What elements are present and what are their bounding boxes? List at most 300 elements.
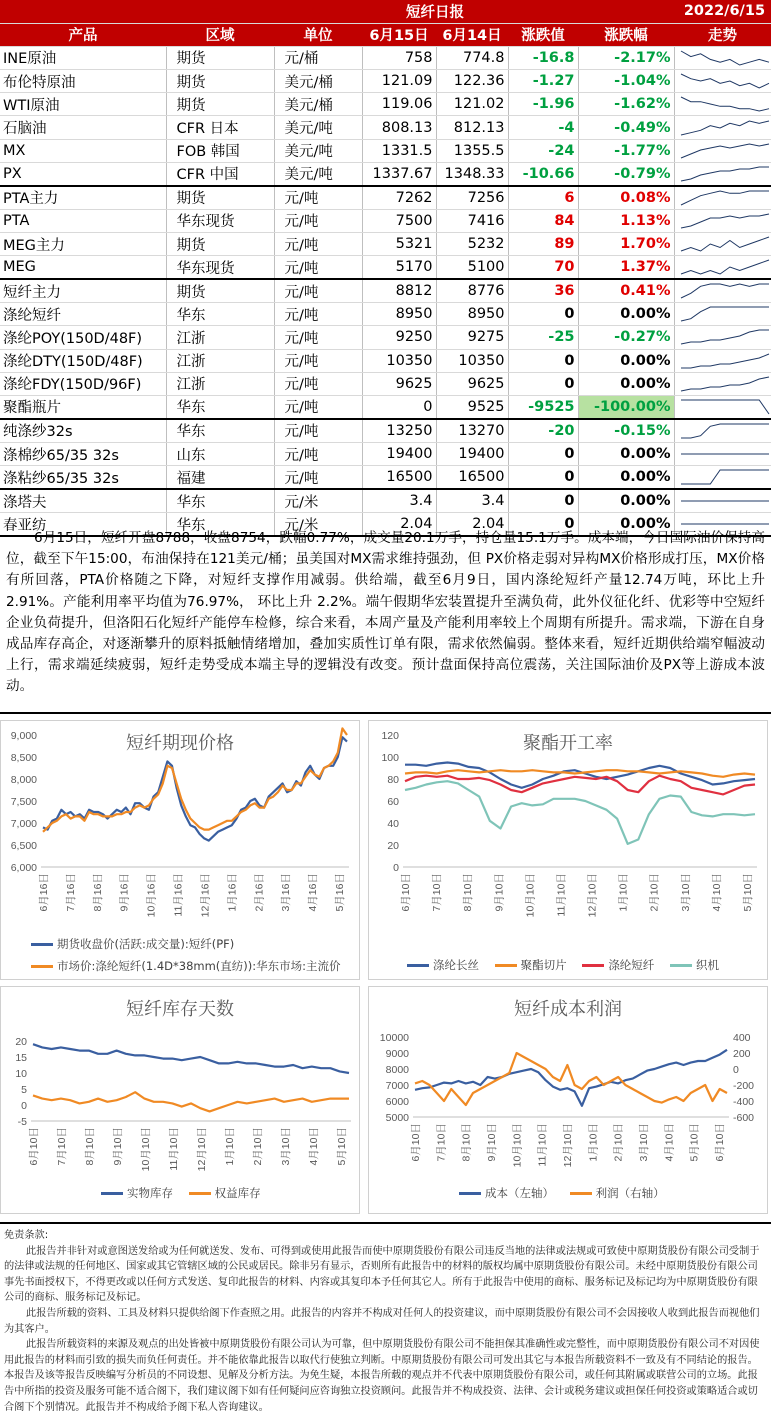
unit: 美元/吨 [274, 116, 362, 139]
price-prev: 16500 [436, 466, 508, 490]
change-pct: 0.00% [578, 489, 674, 513]
legend-item: 聚酯切片 [495, 957, 567, 973]
unit: 元/吨 [274, 303, 362, 326]
price-prev: 9625 [436, 372, 508, 395]
region: 华东 [166, 395, 274, 419]
unit: 元/吨 [274, 209, 362, 232]
y-tick-label: 10 [15, 1068, 27, 1080]
sparkline-path [681, 470, 769, 484]
series-line-2 [415, 1053, 727, 1105]
x-tick-label: 9月10日 [493, 873, 506, 912]
unit: 元/吨 [274, 419, 362, 443]
price-prev: 9525 [436, 395, 508, 419]
x-tick-label: 11月10日 [555, 873, 568, 917]
unit: 美元/吨 [274, 139, 362, 162]
price-today: 121.09 [362, 70, 436, 93]
x-tick-label: 2月10日 [648, 873, 661, 912]
region: 华东现货 [166, 209, 274, 232]
x-tick-label: 12月16日 [199, 873, 212, 918]
table-row [0, 70, 771, 93]
chart-legend [407, 957, 731, 973]
disclaimer-heading: 免责条款: [4, 1230, 49, 1241]
price-today: 2.04 [362, 513, 436, 537]
region: 华东 [166, 419, 274, 443]
disclaimer-paragraph: 此报告所载的资料、工具及材料只提供给阁下作查照之用。此报告的内容并不构成对任何人的投资建议，而中原期货股份有限公司不会因接收人收到此报告而视他们为其客户。 [4, 1307, 760, 1335]
change-value: 70 [508, 256, 578, 280]
x-tick-label: 12月10日 [562, 1123, 574, 1168]
change-value: -10.66 [508, 162, 578, 186]
region: 华东 [166, 489, 274, 513]
product-name: 涤棉纱65/35 32s [0, 442, 166, 465]
title-row [0, 0, 771, 23]
table-row [0, 489, 771, 513]
col-header-product: 产品 [0, 23, 166, 46]
region: 华东 [166, 513, 274, 537]
x-tick-label: 4月10日 [663, 1123, 676, 1162]
y-tick-label: 0 [393, 862, 399, 874]
disclaimer-paragraph: 此报告并非针对或意图送发给或为任何就送发、发布、可得到或使用此报告而使中原期货股份有限公司违反当地的法律或法规或可致使中原期货股份有限公司受制于的法律或法规的任何地区、国家或其它管辖区域的公民或居民。除非另有显示，否则所有此报告中的材料的版权均属中原期货股份有限公司。未经中原期货股份有限公司事先书面授权下，不得更改或以任何方式发送、复印此报告的材料、内容或其复印本予任何其它人。所有于此报告中使用的商标、服务标记及标记均为中原期货股份有限公司的商标、服务标记及标记。 [4, 1245, 760, 1304]
price-prev: 9275 [436, 326, 508, 349]
price-prev: 5232 [436, 233, 508, 256]
col-header-change: 涨跌值 [508, 23, 578, 46]
chart-plot [369, 721, 769, 951]
chart-polyester-operating-rate [368, 720, 768, 980]
region: 山东 [166, 442, 274, 465]
col-header-today: 6月15日 [362, 23, 436, 46]
change-pct: 0.41% [578, 279, 674, 303]
unit: 元/米 [274, 513, 362, 537]
price-today: 808.13 [362, 116, 436, 139]
y-tick-label: 10000 [379, 1032, 409, 1044]
table-row [0, 139, 771, 162]
x-tick-label: 10月10日 [140, 1127, 152, 1172]
table-row [0, 279, 771, 303]
change-pct: 0.00% [578, 442, 674, 465]
product-name: 涤纶短纤 [0, 303, 166, 326]
price-prev: 2.04 [436, 513, 508, 537]
price-prev: 7256 [436, 186, 508, 210]
price-prev: 13270 [436, 419, 508, 443]
change-pct: 0.00% [578, 372, 674, 395]
unit: 元/吨 [274, 233, 362, 256]
price-today: 1337.67 [362, 162, 436, 186]
price-today: 7262 [362, 186, 436, 210]
y2-tick-label: -400 [733, 1096, 755, 1108]
x-tick-label: 10月16日 [145, 873, 158, 918]
col-header-prev: 6月14日 [436, 23, 508, 46]
table-row [0, 46, 771, 69]
table-row [0, 419, 771, 443]
change-pct: 0.08% [578, 186, 674, 210]
sparkline-path [681, 144, 769, 158]
chart-title: 短纤库存天数 [126, 999, 234, 1020]
unit: 元/吨 [274, 256, 362, 280]
table-row [0, 349, 771, 372]
price-prev: 122.36 [436, 70, 508, 93]
chart-plot [369, 987, 769, 1187]
x-tick-label: 8月10日 [84, 1127, 96, 1166]
chart-legend [101, 1185, 273, 1201]
sparkline-path [681, 307, 769, 321]
product-name: 聚酯瓶片 [0, 395, 166, 419]
x-tick-label: 11月10日 [536, 1123, 549, 1167]
change-value: -25 [508, 326, 578, 349]
change-pct: -100.00% [578, 395, 674, 419]
product-name: 涤纶POY(150D/48F) [0, 326, 166, 349]
y-tick-label: 60 [387, 796, 399, 808]
y-tick-label: 8,000 [10, 774, 37, 786]
product-name: PX [0, 162, 166, 186]
y-tick-label: 100 [381, 752, 399, 764]
price-today: 9250 [362, 326, 436, 349]
region: 期货 [166, 93, 274, 116]
sparkline-path [681, 74, 769, 88]
unit: 元/吨 [274, 349, 362, 372]
y2-tick-label: 400 [733, 1032, 751, 1044]
x-tick-label: 7月10日 [431, 873, 444, 912]
x-tick-label: 1月10日 [224, 1127, 236, 1166]
x-tick-label: 4月16日 [307, 873, 320, 912]
product-name: WTI原油 [0, 93, 166, 116]
report-date: 2022/6/15 [508, 0, 771, 23]
change-value: -16.8 [508, 46, 578, 69]
table-row [0, 256, 771, 280]
sparkline-path [681, 354, 769, 368]
price-prev: 10350 [436, 349, 508, 372]
col-header-pct: 涨跌幅 [578, 23, 674, 46]
trend-sparkline [674, 442, 771, 465]
region: 江浙 [166, 326, 274, 349]
legend-item: 织机 [670, 957, 719, 973]
price-today: 5321 [362, 233, 436, 256]
change-value: -1.27 [508, 70, 578, 93]
region: 江浙 [166, 372, 274, 395]
product-name: 涤纶FDY(150D/96F) [0, 372, 166, 395]
sparkline-path [681, 377, 769, 391]
x-tick-label: 2月16日 [253, 873, 266, 912]
change-value: 0 [508, 349, 578, 372]
x-tick-label: 1月10日 [617, 873, 630, 912]
region: 期货 [166, 233, 274, 256]
change-value: 0 [508, 466, 578, 490]
series-line-2 [43, 728, 347, 831]
region: 华东 [166, 303, 274, 326]
trend-sparkline [674, 349, 771, 372]
x-tick-label: 9月10日 [112, 1127, 124, 1166]
region: 期货 [166, 279, 274, 303]
price-prev: 812.13 [436, 116, 508, 139]
trend-sparkline [674, 326, 771, 349]
region: 江浙 [166, 349, 274, 372]
price-today: 5170 [362, 256, 436, 280]
chart-plot [1, 721, 361, 921]
price-today: 0 [362, 395, 436, 419]
change-pct: -1.62% [578, 93, 674, 116]
table-row [0, 233, 771, 256]
chart-plot [1, 987, 361, 1187]
price-prev: 1355.5 [436, 139, 508, 162]
change-value: 89 [508, 233, 578, 256]
x-tick-label: 10月10日 [524, 873, 537, 918]
unit: 美元/桶 [274, 70, 362, 93]
y-tick-label: 9000 [385, 1048, 409, 1060]
sparkline-path [681, 191, 769, 205]
y-tick-label: 6000 [385, 1096, 409, 1108]
legend-item: 涤纶短纤 [582, 957, 654, 973]
x-tick-label: 5月10日 [742, 873, 754, 912]
header-row [0, 23, 771, 46]
product-name: 涤粘纱65/35 32s [0, 466, 166, 490]
product-name: 布伦特原油 [0, 70, 166, 93]
y-tick-label: 8,500 [10, 752, 37, 764]
sparkline-path [681, 167, 769, 181]
price-today: 13250 [362, 419, 436, 443]
trend-sparkline [674, 139, 771, 162]
x-tick-label: 10月10日 [511, 1123, 524, 1168]
y-tick-label: 7000 [385, 1080, 409, 1092]
x-tick-label: 6月10日 [400, 873, 412, 912]
y-tick-label: -5 [17, 1116, 27, 1128]
sparkline-path [681, 237, 769, 251]
product-name: PTA [0, 209, 166, 232]
chart-legend [459, 1185, 677, 1201]
change-value: 0 [508, 513, 578, 537]
legend-item: 成本（左轴） [459, 1185, 554, 1201]
sparkline-path [681, 214, 769, 228]
table-row [0, 372, 771, 395]
x-tick-label: 9月16日 [118, 873, 131, 912]
x-tick-label: 2月10日 [252, 1127, 264, 1166]
price-today: 9625 [362, 372, 436, 395]
change-value: 0 [508, 442, 578, 465]
unit: 元/桶 [274, 46, 362, 69]
disclaimer [0, 1222, 771, 1422]
col-header-trend: 走势 [674, 23, 771, 46]
y-tick-label: 80 [387, 774, 399, 786]
y2-tick-label: -600 [733, 1112, 755, 1124]
legend-item: 涤纶长丝 [407, 957, 479, 973]
x-tick-label: 7月10日 [56, 1127, 68, 1166]
unit: 元/吨 [274, 279, 362, 303]
y-tick-label: 20 [15, 1036, 27, 1048]
product-name: MEG [0, 256, 166, 280]
x-tick-label: 8月16日 [91, 873, 104, 912]
change-pct: 1.13% [578, 209, 674, 232]
chart-title: 短纤成本利润 [514, 999, 622, 1020]
trend-sparkline [674, 186, 771, 210]
x-tick-label: 11月10日 [168, 1127, 180, 1171]
price-today: 1331.5 [362, 139, 436, 162]
price-today: 758 [362, 46, 436, 69]
x-tick-label: 3月16日 [280, 873, 293, 912]
trend-sparkline [674, 256, 771, 280]
change-pct: -0.49% [578, 116, 674, 139]
region: 期货 [166, 46, 274, 69]
trend-sparkline [674, 303, 771, 326]
legend-item: 实物库存 [101, 1185, 173, 1201]
change-value: -1.96 [508, 93, 578, 116]
series-line-3 [405, 776, 755, 795]
x-tick-label: 6月10日 [714, 1123, 726, 1162]
series-line-1 [43, 737, 347, 840]
table-row [0, 442, 771, 465]
trend-sparkline [674, 372, 771, 395]
product-name: MX [0, 139, 166, 162]
table-row [0, 93, 771, 116]
x-tick-label: 11月16日 [172, 873, 185, 917]
trend-sparkline [674, 466, 771, 490]
region: 期货 [166, 70, 274, 93]
sparkline-path [681, 121, 769, 135]
price-today: 119.06 [362, 93, 436, 116]
y2-tick-label: -200 [733, 1080, 755, 1092]
trend-sparkline [674, 209, 771, 232]
chart-inventory-days [0, 986, 360, 1214]
chart-cost-profit [368, 986, 768, 1214]
x-tick-label: 4月10日 [710, 873, 723, 912]
x-tick-label: 3月10日 [638, 1123, 650, 1162]
change-value: 0 [508, 372, 578, 395]
disclaimer-paragraph: 此报告所载资料的来源及观点的出处皆被中原期货股份有限公司认为可靠，但中原期货股份有限公司不能担保其准确性或完整性，而中原期货股份有限公司不对因使用此报告的材料而引致的损失而负任何责任。并不能依靠此报告以取代行使独立判断。中原期货股份有限公司可发出其它与本报告所载资料不一致及有不同结论的报告。本报告及该等报告反映编写分析员的不同设想、见解及分析方法。为免生疑，本报告所载的观点并不代表中原期货股份有限公司，或任何其附属或联营公司的立场。此报告中所指的投资及服务可能不适合阁下，我们建议阁下如有任何疑问应咨询独立投资顾问。此报告并不构成投资、法律、会计或税务建议或担保任何投资或策略适合或切合阁下个别情况。此报告并不构成给予阁下私人咨询建议。 [4, 1339, 760, 1413]
trend-sparkline [674, 162, 771, 186]
product-name: INE原油 [0, 46, 166, 69]
change-value: 84 [508, 209, 578, 232]
chart-fiber-price [0, 720, 360, 980]
change-pct: -0.15% [578, 419, 674, 443]
price-prev: 774.8 [436, 46, 508, 69]
y-tick-label: 7,000 [10, 818, 37, 830]
sparkline-path [681, 424, 769, 438]
product-name: 涤塔夫 [0, 489, 166, 513]
trend-sparkline [674, 233, 771, 256]
col-header-region: 区域 [166, 23, 274, 46]
y-tick-label: 15 [15, 1052, 27, 1064]
price-prev: 7416 [436, 209, 508, 232]
y-tick-label: 9,000 [10, 730, 37, 742]
y-tick-label: 6,500 [10, 840, 37, 852]
region: 福建 [166, 466, 274, 490]
trend-sparkline [674, 93, 771, 116]
sparkline-path [681, 284, 769, 298]
price-today: 8950 [362, 303, 436, 326]
legend-item: 市场价:涤纶短纤(1.4D*38mm(直纺)):华东市场:主流价 [31, 955, 341, 977]
price-prev: 19400 [436, 442, 508, 465]
table-row [0, 186, 771, 210]
unit: 元/吨 [274, 186, 362, 210]
unit: 元/吨 [274, 442, 362, 465]
table-row [0, 466, 771, 490]
x-tick-label: 6月16日 [38, 873, 50, 912]
y-tick-label: 7,500 [10, 796, 37, 808]
x-tick-label: 3月10日 [280, 1127, 292, 1166]
x-tick-label: 5月16日 [334, 873, 346, 912]
y2-tick-label: 0 [733, 1064, 739, 1076]
y-tick-label: 0 [21, 1100, 27, 1112]
price-today: 19400 [362, 442, 436, 465]
change-value: 6 [508, 186, 578, 210]
change-pct: -1.77% [578, 139, 674, 162]
price-today: 8812 [362, 279, 436, 303]
y-tick-label: 8000 [385, 1064, 409, 1076]
region: FOB 韩国 [166, 139, 274, 162]
trend-sparkline [674, 395, 771, 419]
region: CFR 中国 [166, 162, 274, 186]
y-tick-label: 5 [21, 1084, 27, 1096]
x-tick-label: 6月10日 [410, 1123, 422, 1162]
x-tick-label: 12月10日 [196, 1127, 208, 1172]
legend-item: 权益库存 [189, 1185, 261, 1201]
trend-sparkline [674, 46, 771, 69]
change-pct: 1.37% [578, 256, 674, 280]
trend-sparkline [674, 489, 771, 513]
x-tick-label: 5月10日 [688, 1123, 701, 1162]
x-tick-label: 5月10日 [336, 1127, 348, 1166]
change-value: -24 [508, 139, 578, 162]
x-tick-label: 7月10日 [435, 1123, 448, 1162]
change-pct: 0.00% [578, 303, 674, 326]
change-pct: -0.27% [578, 326, 674, 349]
change-pct: 0.00% [578, 466, 674, 490]
change-value: -9525 [508, 395, 578, 419]
x-tick-label: 3月10日 [679, 873, 692, 912]
table-row [0, 209, 771, 232]
report-title: 短纤日报 [362, 0, 508, 23]
price-prev: 1348.33 [436, 162, 508, 186]
change-pct: 0.00% [578, 513, 674, 537]
chart-title: 聚酯开工率 [523, 733, 613, 754]
region: 华东现货 [166, 256, 274, 280]
x-tick-label: 9月10日 [486, 1123, 498, 1162]
sparkline-path [681, 400, 769, 414]
table-row [0, 326, 771, 349]
x-tick-label: 8月10日 [460, 1123, 473, 1162]
price-prev: 8776 [436, 279, 508, 303]
price-today: 3.4 [362, 489, 436, 513]
change-value: 36 [508, 279, 578, 303]
price-prev: 5100 [436, 256, 508, 280]
table-row [0, 395, 771, 419]
trend-sparkline [674, 70, 771, 93]
change-value: 0 [508, 303, 578, 326]
product-name: MEG主力 [0, 233, 166, 256]
product-name: 石脑油 [0, 116, 166, 139]
series-line-1 [33, 1044, 349, 1073]
product-name: PTA主力 [0, 186, 166, 210]
x-tick-label: 2月10日 [612, 1123, 625, 1162]
x-tick-label: 12月10日 [586, 873, 599, 918]
price-today: 7500 [362, 209, 436, 232]
change-pct: 0.00% [578, 349, 674, 372]
price-today: 16500 [362, 466, 436, 490]
series-line-2 [33, 1092, 349, 1111]
product-name: 涤纶DTY(150D/48F) [0, 349, 166, 372]
region: 期货 [166, 186, 274, 210]
y-tick-label: 6,000 [10, 862, 37, 874]
chart-title: 短纤期现价格 [126, 733, 234, 754]
x-tick-label: 4月10日 [308, 1127, 320, 1166]
price-prev: 121.02 [436, 93, 508, 116]
change-value: -20 [508, 419, 578, 443]
region: CFR 日本 [166, 116, 274, 139]
table-row [0, 303, 771, 326]
y-tick-label: 5000 [385, 1112, 409, 1124]
change-value: -4 [508, 116, 578, 139]
x-tick-label: 1月10日 [587, 1123, 600, 1162]
change-value: 0 [508, 489, 578, 513]
x-tick-label: 8月10日 [462, 873, 475, 912]
col-header-unit: 单位 [274, 23, 362, 46]
legend-item: 期货收盘价(活跃:成交量):短纤(PF) [31, 933, 234, 955]
